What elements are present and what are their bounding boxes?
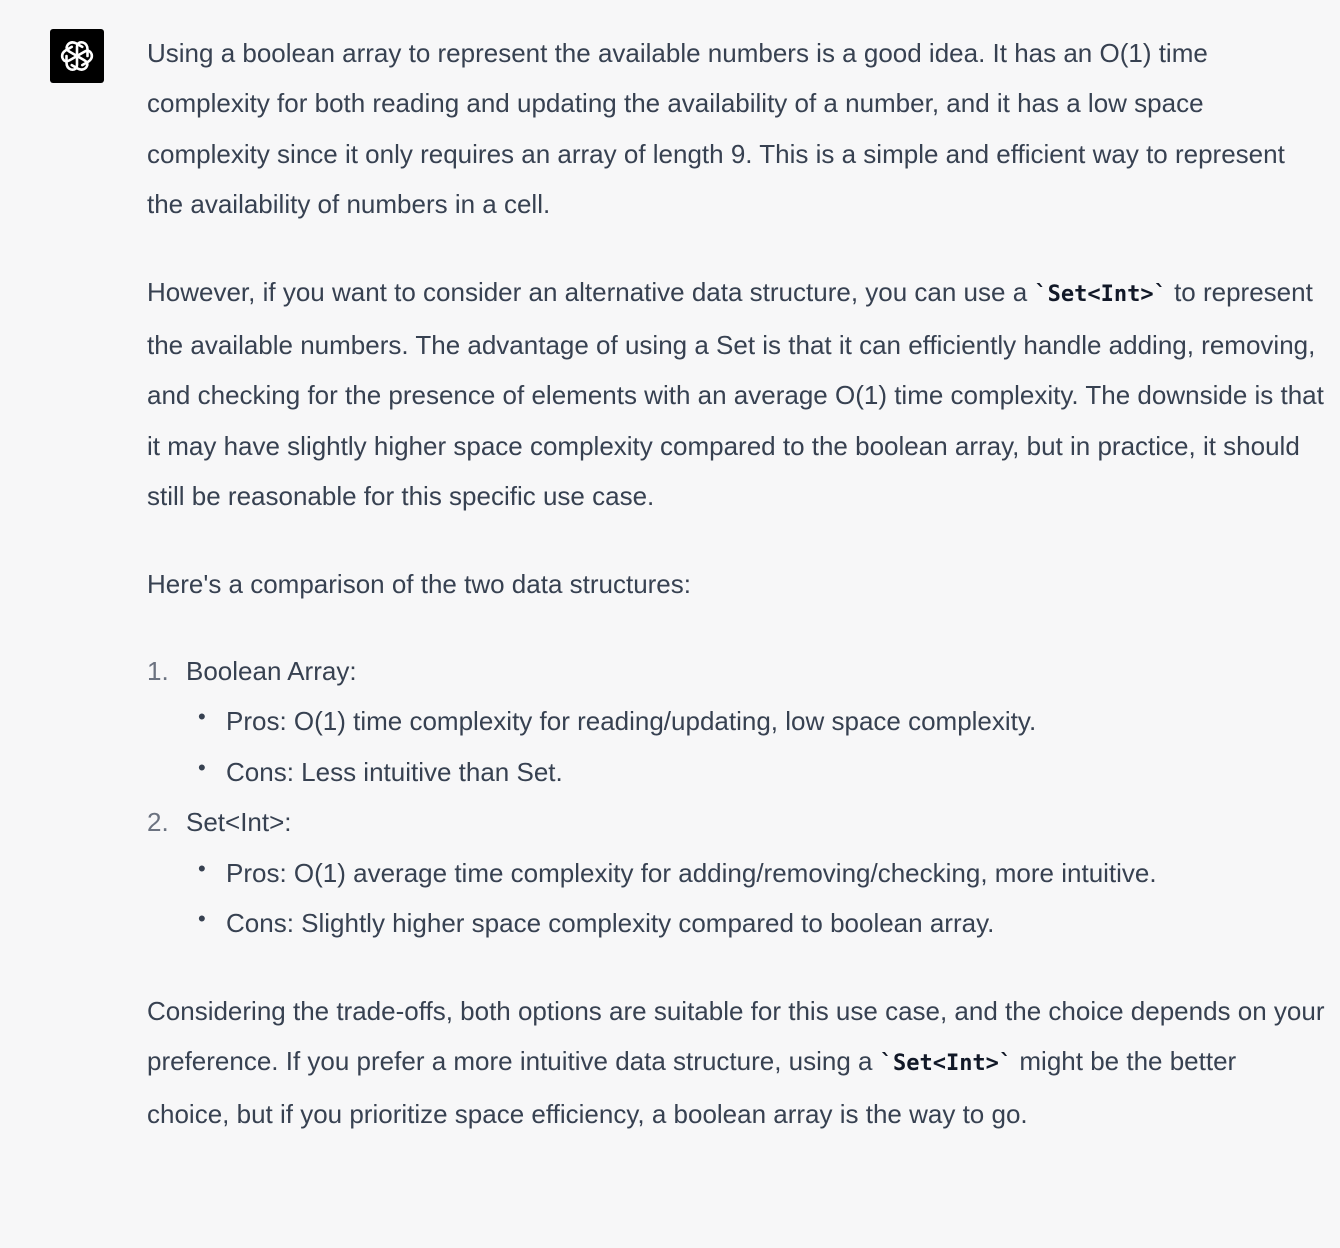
sub-list-item-cons bbox=[186, 747, 1325, 797]
message-paragraph-alternative bbox=[147, 267, 1325, 522]
list-number: 2. bbox=[147, 807, 169, 838]
comparison-item-boolean-array bbox=[147, 646, 1325, 797]
bullet-icon: • bbox=[198, 906, 206, 932]
comparison-item-set-int bbox=[147, 797, 1325, 948]
comparison-list bbox=[147, 646, 1325, 948]
text-segment: to represent the available numbers. The advantage of using a Set is that it can efficiently handle adding, removing, and checking for the presence of elements with an average O(1) time complexity. The downside is that it may have slightly higher space complexity compared to the boolean array, but in practice, it should still be reasonable for this specific use case. bbox=[147, 276, 1324, 512]
openai-logo-icon bbox=[57, 36, 97, 76]
sub-list-item-pros bbox=[186, 848, 1325, 898]
sub-list-item-cons bbox=[186, 898, 1325, 948]
inline-code: `Set<Int>` bbox=[879, 1050, 1013, 1076]
inline-code: `Set<Int>` bbox=[1034, 281, 1167, 307]
text-segment: might be the better choice, but if you prioritize space efficiency, a boolean array is the way to go. bbox=[147, 1045, 1237, 1130]
sub-list-item-text: Cons: Less intuitive than Set. bbox=[226, 756, 563, 787]
bullet-icon: • bbox=[198, 754, 206, 780]
sub-list bbox=[186, 848, 1325, 949]
message-paragraph-comparison-intro: Here's a comparison of the two data structures: bbox=[147, 568, 691, 599]
text-segment: However, if you want to consider an alternative data structure, you can use a bbox=[147, 276, 1035, 307]
assistant-message bbox=[147, 28, 1325, 1140]
sub-list bbox=[186, 696, 1325, 797]
sub-list-item-text: Pros: O(1) time complexity for reading/updating, low space complexity. bbox=[226, 706, 1037, 737]
text-segment: Considering the trade-offs, both options are suitable for this use case, and the choice depends on your preference. If you prefer a more intuitive data structure, using a bbox=[147, 995, 1325, 1076]
bullet-icon: • bbox=[198, 855, 206, 881]
list-item-title: Boolean Array: bbox=[186, 656, 357, 687]
message-paragraph-intro: Using a boolean array to represent the available numbers is a good idea. It has an O(1) time complexity for both reading and updating the availability of a number, and it has a low space complexity since it only requires an array of length 9. This is a simple and efficient way to represent the availability of numbers in a cell. bbox=[147, 38, 1285, 220]
sub-list-item-text: Cons: Slightly higher space complexity compared to boolean array. bbox=[226, 908, 995, 939]
sub-list-item-text: Pros: O(1) average time complexity for adding/removing/checking, more intuitive. bbox=[226, 857, 1157, 888]
assistant-avatar bbox=[50, 29, 104, 83]
list-number: 1. bbox=[147, 656, 169, 687]
message-paragraph-conclusion bbox=[147, 986, 1325, 1140]
sub-list-item-pros bbox=[186, 696, 1325, 746]
list-item-title: Set<Int>: bbox=[186, 807, 292, 838]
bullet-icon: • bbox=[198, 704, 206, 730]
